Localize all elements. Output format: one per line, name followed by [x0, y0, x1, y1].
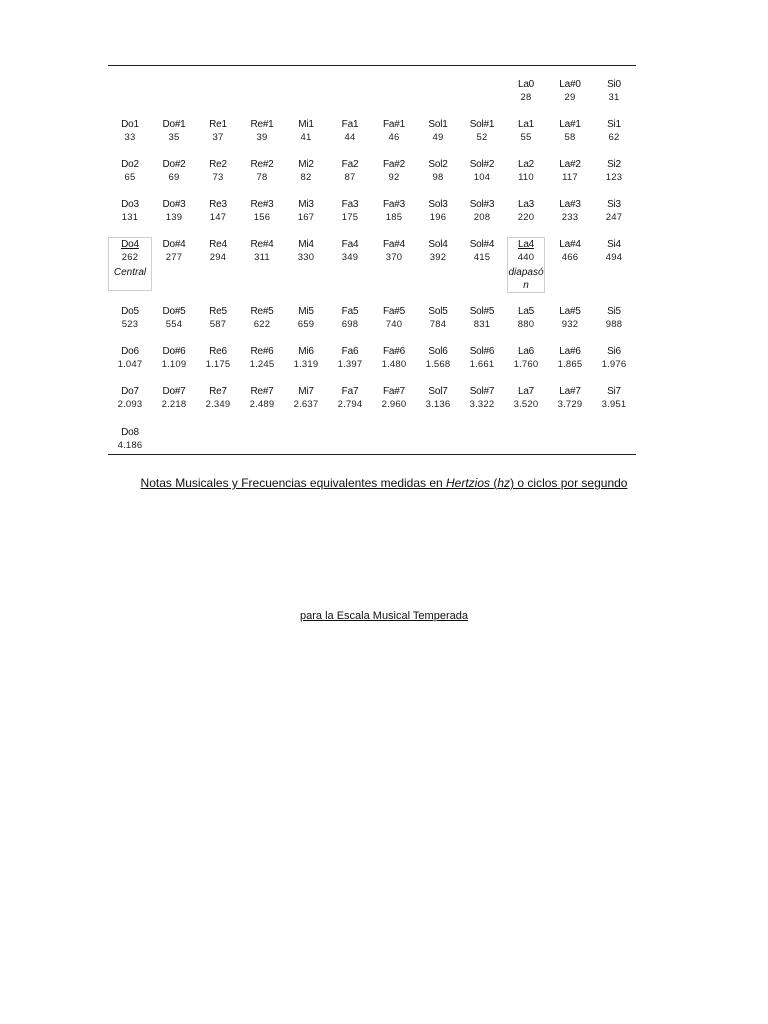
note-cell	[592, 306, 636, 331]
note-cell	[196, 346, 240, 371]
note-cell	[548, 159, 592, 184]
note-name: Fa#7	[383, 386, 405, 397]
note-cell	[108, 119, 152, 144]
note-frequency: 3.729	[557, 399, 583, 410]
note-cell	[372, 119, 416, 144]
note-cell	[108, 346, 152, 371]
note-cell	[152, 306, 196, 331]
note-name: La0	[517, 79, 535, 90]
note-cell	[592, 79, 636, 104]
note-cell	[152, 159, 196, 184]
note-frequency: 932	[561, 319, 579, 330]
note-frequency: 988	[605, 319, 623, 330]
note-frequency: 233	[561, 212, 579, 223]
note-frequency: 277	[165, 252, 183, 263]
note-frequency: 2.093	[117, 399, 143, 410]
note-frequency: 2.794	[337, 399, 363, 410]
note-frequency: 37	[212, 132, 224, 143]
note-cell	[372, 159, 416, 184]
note-frequency: 131	[121, 212, 139, 223]
note-name: Fa5	[341, 306, 359, 317]
note-cell	[108, 306, 152, 331]
note-cell	[548, 119, 592, 144]
caption-text-end: ) o ciclos por segundo	[510, 476, 628, 490]
note-cell	[504, 79, 548, 104]
note-frequency: 31	[608, 92, 620, 103]
caption-italic-hertzios: Hertzios	[446, 476, 491, 490]
note-name: Re1	[209, 119, 227, 130]
note-name: Do#3	[162, 199, 186, 210]
note-cell	[504, 159, 548, 184]
note-cell	[240, 306, 284, 331]
note-frequency: 440	[517, 252, 535, 263]
table-caption	[0, 476, 768, 490]
note-name: Re6	[209, 346, 227, 357]
note-frequency: 69	[168, 172, 180, 183]
note-name: Sol#5	[469, 306, 495, 317]
note-frequency: 3.520	[513, 399, 539, 410]
note-name: Fa6	[341, 346, 359, 357]
note-cell	[460, 386, 504, 411]
note-frequency: 1.568	[425, 359, 451, 370]
note-name: Si5	[607, 306, 621, 317]
note-cell	[284, 199, 328, 224]
note-cell	[548, 306, 592, 331]
note-name: Sol#1	[469, 119, 495, 130]
note-cell	[328, 239, 372, 264]
note-cell	[372, 306, 416, 331]
note-cell	[416, 306, 460, 331]
note-frequency: 1.480	[381, 359, 407, 370]
note-cell	[152, 199, 196, 224]
note-name: Si2	[607, 159, 621, 170]
note-cell	[548, 79, 592, 104]
note-frequency: 1.175	[205, 359, 231, 370]
note-name: La7	[517, 386, 535, 397]
note-cell	[592, 199, 636, 224]
note-frequency: 73	[212, 172, 224, 183]
note-name: La#2	[559, 159, 581, 170]
note-name: Re#4	[250, 239, 274, 250]
note-frequency: 587	[209, 319, 227, 330]
note-cell	[372, 386, 416, 411]
note-frequency: 1.109	[161, 359, 187, 370]
note-name: Re#5	[250, 306, 274, 317]
note-cell	[460, 119, 504, 144]
note-frequency: 311	[254, 252, 270, 263]
note-cell	[416, 119, 460, 144]
note-frequency: 247	[605, 212, 623, 223]
note-name: Do6	[121, 346, 139, 357]
note-name: Fa2	[341, 159, 359, 170]
note-cell	[196, 199, 240, 224]
note-cell	[284, 159, 328, 184]
note-frequency: 659	[297, 319, 315, 330]
note-frequency: 2.960	[381, 399, 407, 410]
note-name: Si7	[607, 386, 621, 397]
note-name: Si4	[607, 239, 621, 250]
note-name: Do8	[121, 427, 139, 438]
note-name: Sol2	[428, 159, 448, 170]
note-frequency: 1.245	[249, 359, 275, 370]
note-name: Mi5	[298, 306, 314, 317]
note-frequency: 415	[473, 252, 491, 263]
note-name: Fa#6	[383, 346, 405, 357]
note-cell	[548, 199, 592, 224]
note-cell	[152, 119, 196, 144]
note-cell	[592, 159, 636, 184]
note-frequency: 1.397	[337, 359, 363, 370]
note-name: Sol7	[428, 386, 448, 397]
note-cell	[196, 119, 240, 144]
note-frequency: 185	[385, 212, 403, 223]
note-cell	[196, 159, 240, 184]
note-cell	[372, 199, 416, 224]
note-cell	[152, 346, 196, 371]
note-cell	[152, 386, 196, 411]
note-cell	[108, 427, 152, 452]
note-cell	[284, 346, 328, 371]
note-name: Fa7	[341, 386, 359, 397]
note-frequency: 698	[341, 319, 359, 330]
note-name: Sol#4	[469, 239, 495, 250]
note-cell	[284, 239, 328, 264]
note-frequency: 117	[562, 172, 578, 183]
note-frequency: 104	[473, 172, 491, 183]
note-frequency: 330	[297, 252, 315, 263]
note-name: Do2	[121, 159, 139, 170]
note-cell	[372, 239, 416, 264]
note-frequency: 466	[561, 252, 579, 263]
note-name: Mi1	[298, 119, 314, 130]
note-frequency: 523	[121, 319, 139, 330]
note-frequency: 1.661	[469, 359, 495, 370]
note-cell	[328, 119, 372, 144]
note-name: Do#7	[162, 386, 186, 397]
note-name: La6	[517, 346, 535, 357]
note-name: Do4	[121, 239, 139, 250]
note-name: Mi7	[298, 386, 314, 397]
note-frequency: 78	[256, 172, 268, 183]
note-annotation: Central	[113, 267, 147, 278]
note-name: Sol#6	[469, 346, 495, 357]
note-cell	[592, 386, 636, 411]
note-cell	[108, 159, 152, 184]
note-frequency: 294	[209, 252, 227, 263]
note-frequency: 28	[520, 92, 532, 103]
note-frequency: 65	[124, 172, 136, 183]
note-frequency: 98	[432, 172, 444, 183]
note-frequency: 740	[385, 319, 403, 330]
note-name: Fa#1	[383, 119, 405, 130]
note-frequency: 494	[605, 252, 623, 263]
note-name: Do1	[121, 119, 139, 130]
table-bottom-rule	[108, 454, 636, 455]
note-frequency: 2.489	[249, 399, 275, 410]
note-cell	[328, 159, 372, 184]
note-frequency: 262	[121, 252, 139, 263]
note-cell	[416, 199, 460, 224]
note-name: La#3	[559, 199, 581, 210]
note-frequency: 39	[256, 132, 268, 143]
note-name: Sol1	[428, 119, 448, 130]
note-cell	[284, 306, 328, 331]
note-frequency: 370	[385, 252, 403, 263]
note-name: Re#2	[250, 159, 274, 170]
note-cell	[108, 386, 152, 411]
note-frequency: 82	[300, 172, 312, 183]
note-name: Si1	[607, 119, 621, 130]
note-name: Re#7	[250, 386, 274, 397]
note-name: Sol#3	[469, 199, 495, 210]
note-cell	[372, 346, 416, 371]
note-cell	[548, 239, 592, 264]
note-frequency: 29	[564, 92, 576, 103]
note-name: Fa#4	[383, 239, 405, 250]
note-name: La#1	[559, 119, 581, 130]
note-name: Re3	[209, 199, 227, 210]
note-cell	[196, 239, 240, 264]
note-name: Re2	[209, 159, 227, 170]
note-frequency: 55	[520, 132, 532, 143]
note-name: Mi4	[298, 239, 314, 250]
note-frequency: 41	[300, 132, 312, 143]
note-name: Do7	[121, 386, 139, 397]
note-frequency: 44	[344, 132, 356, 143]
note-frequency: 87	[344, 172, 356, 183]
note-frequency: 349	[341, 252, 359, 263]
note-frequency: 208	[473, 212, 491, 223]
note-cell	[504, 386, 548, 411]
note-cell	[108, 199, 152, 224]
note-name: La#6	[559, 346, 581, 357]
note-cell	[416, 159, 460, 184]
note-cell	[284, 386, 328, 411]
note-name: Re5	[209, 306, 227, 317]
note-name: La2	[517, 159, 535, 170]
note-name: Do#4	[162, 239, 186, 250]
note-name: Re#6	[250, 346, 274, 357]
note-name: Fa#5	[383, 306, 405, 317]
note-cell	[240, 346, 284, 371]
note-name: La#0	[559, 79, 581, 90]
note-cell	[507, 237, 545, 293]
note-frequency: 196	[429, 212, 447, 223]
note-cell	[196, 386, 240, 411]
note-cell	[592, 346, 636, 371]
note-cell	[328, 346, 372, 371]
note-name: Sol5	[428, 306, 448, 317]
note-name: Do3	[121, 199, 139, 210]
note-frequency: 880	[517, 319, 535, 330]
note-frequency: 622	[253, 319, 271, 330]
note-frequency: 784	[429, 319, 447, 330]
note-frequency: 392	[429, 252, 447, 263]
note-cell	[416, 386, 460, 411]
note-cell	[504, 346, 548, 371]
note-frequency: 3.951	[601, 399, 627, 410]
note-frequency: 156	[253, 212, 271, 223]
note-name: Mi2	[298, 159, 314, 170]
note-frequency: 123	[605, 172, 623, 183]
note-cell	[328, 306, 372, 331]
note-frequency: 554	[165, 319, 183, 330]
note-cell	[240, 199, 284, 224]
note-frequency: 139	[165, 212, 183, 223]
note-frequency: 4.186	[117, 440, 143, 451]
note-name: Sol4	[428, 239, 448, 250]
note-name: Do5	[121, 306, 139, 317]
note-name: La#5	[559, 306, 581, 317]
note-frequency: 62	[608, 132, 620, 143]
note-frequency: 167	[297, 212, 315, 223]
note-name: Fa3	[341, 199, 359, 210]
note-frequency: 2.218	[161, 399, 187, 410]
note-cell	[416, 346, 460, 371]
note-name: Mi3	[298, 199, 314, 210]
note-cell	[460, 239, 504, 264]
note-name: La#7	[559, 386, 581, 397]
note-name: La1	[517, 119, 535, 130]
note-name: Do#1	[162, 119, 186, 130]
note-name: Mi6	[298, 346, 314, 357]
note-frequency: 110	[518, 172, 534, 183]
note-cell	[328, 199, 372, 224]
note-name: Sol3	[428, 199, 448, 210]
note-frequency: 52	[476, 132, 488, 143]
note-name: Sol#7	[469, 386, 495, 397]
note-cell	[416, 239, 460, 264]
note-name: Re7	[209, 386, 227, 397]
note-cell	[460, 306, 504, 331]
note-name: Do#2	[162, 159, 186, 170]
note-frequency: 175	[341, 212, 359, 223]
note-frequency: 35	[168, 132, 180, 143]
note-name: Fa#2	[383, 159, 405, 170]
note-frequency: 58	[564, 132, 576, 143]
note-name: Re#3	[250, 199, 274, 210]
note-frequency: 831	[473, 319, 491, 330]
note-cell	[240, 239, 284, 264]
table-top-rule	[108, 65, 636, 66]
note-name: Re#1	[250, 119, 274, 130]
note-cell	[240, 119, 284, 144]
note-frequency: 220	[517, 212, 535, 223]
note-frequency: 1.976	[601, 359, 627, 370]
caption-text-start: Notas Musicales y Frecuencias equivalentes medidas en	[140, 476, 447, 490]
note-cell	[504, 199, 548, 224]
note-frequency: 1.865	[557, 359, 583, 370]
note-name: Do#6	[162, 346, 186, 357]
note-cell	[328, 386, 372, 411]
note-frequency: 2.349	[205, 399, 231, 410]
note-name: Re4	[209, 239, 227, 250]
note-name: Fa#3	[383, 199, 405, 210]
note-cell	[592, 239, 636, 264]
note-frequency: 1.760	[513, 359, 539, 370]
note-frequency: 49	[432, 132, 444, 143]
note-cell	[460, 346, 504, 371]
note-cell	[284, 119, 328, 144]
note-frequency: 147	[209, 212, 227, 223]
caption-italic-hz: hz	[497, 476, 511, 490]
note-frequency: 3.322	[469, 399, 495, 410]
caption-text-paren: (	[490, 476, 498, 490]
note-cell	[152, 239, 196, 264]
note-name: La3	[517, 199, 535, 210]
note-cell	[196, 306, 240, 331]
note-cell	[240, 159, 284, 184]
note-frequency: 46	[388, 132, 400, 143]
note-cell	[108, 237, 152, 291]
note-frequency: 33	[124, 132, 136, 143]
note-cell	[548, 346, 592, 371]
note-name: Do#5	[162, 306, 186, 317]
table-subcaption: para la Escala Musical Temperada	[300, 610, 468, 622]
note-name: La4	[517, 239, 535, 250]
note-name: Sol#2	[469, 159, 495, 170]
note-cell	[240, 386, 284, 411]
note-cell	[460, 159, 504, 184]
note-name: Fa1	[341, 119, 359, 130]
note-cell	[548, 386, 592, 411]
note-cell	[460, 199, 504, 224]
note-name: Si3	[607, 199, 621, 210]
note-name: La5	[517, 306, 535, 317]
note-name: Fa4	[341, 239, 359, 250]
note-frequency: 1.047	[117, 359, 143, 370]
note-frequency: 92	[388, 172, 400, 183]
note-cell	[504, 119, 548, 144]
note-frequency: 2.637	[293, 399, 319, 410]
note-name: Si0	[607, 79, 621, 90]
note-frequency: 3.136	[425, 399, 451, 410]
note-name: Si6	[607, 346, 621, 357]
note-cell	[592, 119, 636, 144]
note-name: Sol6	[428, 346, 448, 357]
note-annotation: diapasó n	[508, 267, 544, 291]
note-frequency: 1.319	[293, 359, 319, 370]
note-cell	[504, 306, 548, 331]
note-name: La#4	[559, 239, 581, 250]
